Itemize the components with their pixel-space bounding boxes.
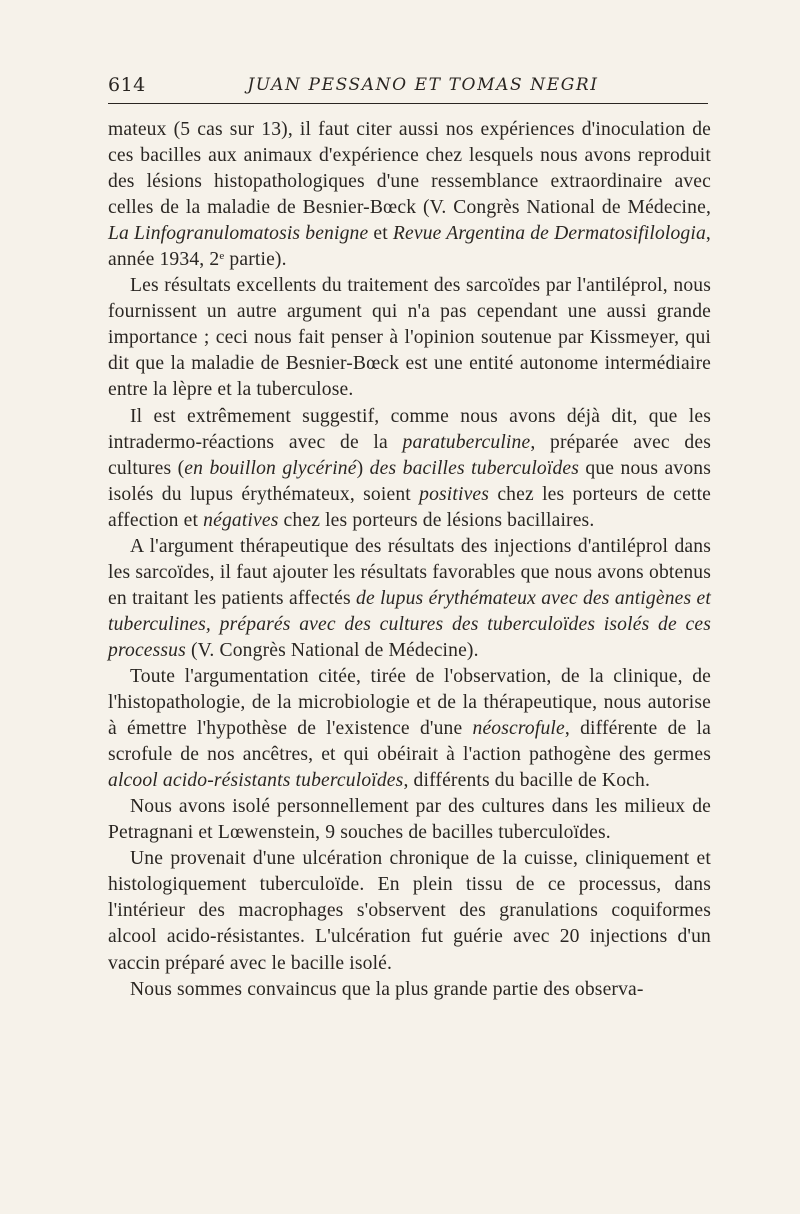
text-segment: mateux (5 cas sur 13), il faut citer aussi nos expériences d'inoculation de ces bacilles aux animaux d'expérience chez lesquels nous avons reproduit des lésions histopathologiques d'une ressemblance extraordinaire avec celles de la maladie de Besnier-Bœck (V. Congrès National de Médecine, — [108, 119, 711, 219]
text-segment: , année 1934, 2 — [108, 223, 711, 271]
italic-term: des bacilles tuberculoïdes — [369, 457, 580, 479]
text-segment: Nous sommes convaincus que la plus grande partie des observa- — [130, 978, 644, 1000]
italic-term: néoscrofule — [472, 718, 565, 740]
italic-term: paratuberculine — [402, 431, 531, 453]
text-segment: partie). — [224, 249, 287, 271]
italic-term: en bouillon glycériné — [184, 457, 357, 479]
paragraph — [108, 977, 711, 1003]
paragraph — [108, 117, 711, 273]
italic-term: de lupus érythémateux avec des antigènes et tuberculines, préparés avec des cultures des tuberculoïdes isolés de ces processus — [108, 587, 711, 661]
italic-title: Revue Argentina de Dermatosifilologia — [392, 223, 706, 245]
text-segment: Toute l'argumentation citée, tirée de l'observation, de la clinique, de l'histopathologie, de la microbiologie et de la thérapeutique, nous autorise à émettre l'hypothèse de l'existence d'une — [108, 665, 711, 740]
text-segment: , préparée avec des cultures ( — [108, 431, 711, 479]
italic-term: alcool acido-résistants tuberculoïdes — [108, 770, 404, 792]
text-segment: , différents du bacille de Koch. — [403, 770, 650, 792]
text-segment: Les résultats excellents du traitement des sarcoïdes par l'antiléprol, nous fournissent un autre argument qui n'a pas cependant une aussi grande importance ; ceci nous fait penser à l'opinion soutenue par Kissmeyer, qui dit que la maladie de Besnier-Bœck est une entité autonome intermédiaire entre la lèpre et la tuberculose. — [108, 275, 711, 401]
text-segment: et — [368, 223, 393, 245]
text-segment: Une provenait d'une ulcération chronique de la cuisse, cliniquement et histologiquement tuberculoïde. En plein tissu de ce processus, dans l'intérieur des macrophages s'observent des granulations coquiformes alcool acido-résistantes. L'ulcération fut guérie avec 20 injections d'un vaccin préparé avec le bacille isolé. — [108, 848, 711, 974]
italic-title: La Linfogranulomatosis benigne — [108, 223, 369, 245]
paragraph — [108, 846, 711, 976]
superscript: e — [219, 250, 225, 263]
paragraph — [108, 404, 711, 534]
paragraph — [108, 534, 711, 664]
page-number: 614 — [108, 74, 146, 96]
text-segment: Nous avons isolé personnellement par des cultures dans les milieux de Petragnani et Lœwenstein, 9 souches de bacilles tuberculoïdes. — [108, 796, 711, 844]
text-segment: chez les porteurs de cette affection et — [108, 483, 712, 531]
text-segment: chez les porteurs de lésions bacillaires. — [278, 509, 595, 531]
italic-term: négatives — [203, 509, 279, 531]
paragraph — [108, 273, 711, 403]
text-segment: (V. Congrès National de Médecine). — [185, 639, 479, 661]
paragraph — [108, 794, 711, 846]
italic-term: positives — [419, 483, 490, 505]
text-segment: que nous avons isolés du lupus érythémateux, soient — [108, 457, 711, 505]
text-segment: Il est extrêmement suggestif, comme nous avons déjà dit, que les intradermo-réactions avec de la — [108, 405, 711, 453]
text-segment: ) — [356, 457, 370, 479]
text-segment: A l'argument thérapeutique des résultats des injections d'antiléprol dans les sarcoïdes, il faut ajouter les résultats favorables que nous avons obtenus en traitant les patients affectés — [108, 535, 711, 609]
page-header — [108, 74, 708, 102]
header-rule — [108, 103, 708, 104]
running-title: JUAN PESSANO ET TOMAS NEGRI — [247, 75, 599, 95]
paragraph — [108, 664, 711, 794]
body-text — [108, 117, 711, 1003]
text-segment: , différente de la scrofule de nos ancêtres, et qui obéirait à l'action pathogène des germes — [108, 718, 711, 766]
